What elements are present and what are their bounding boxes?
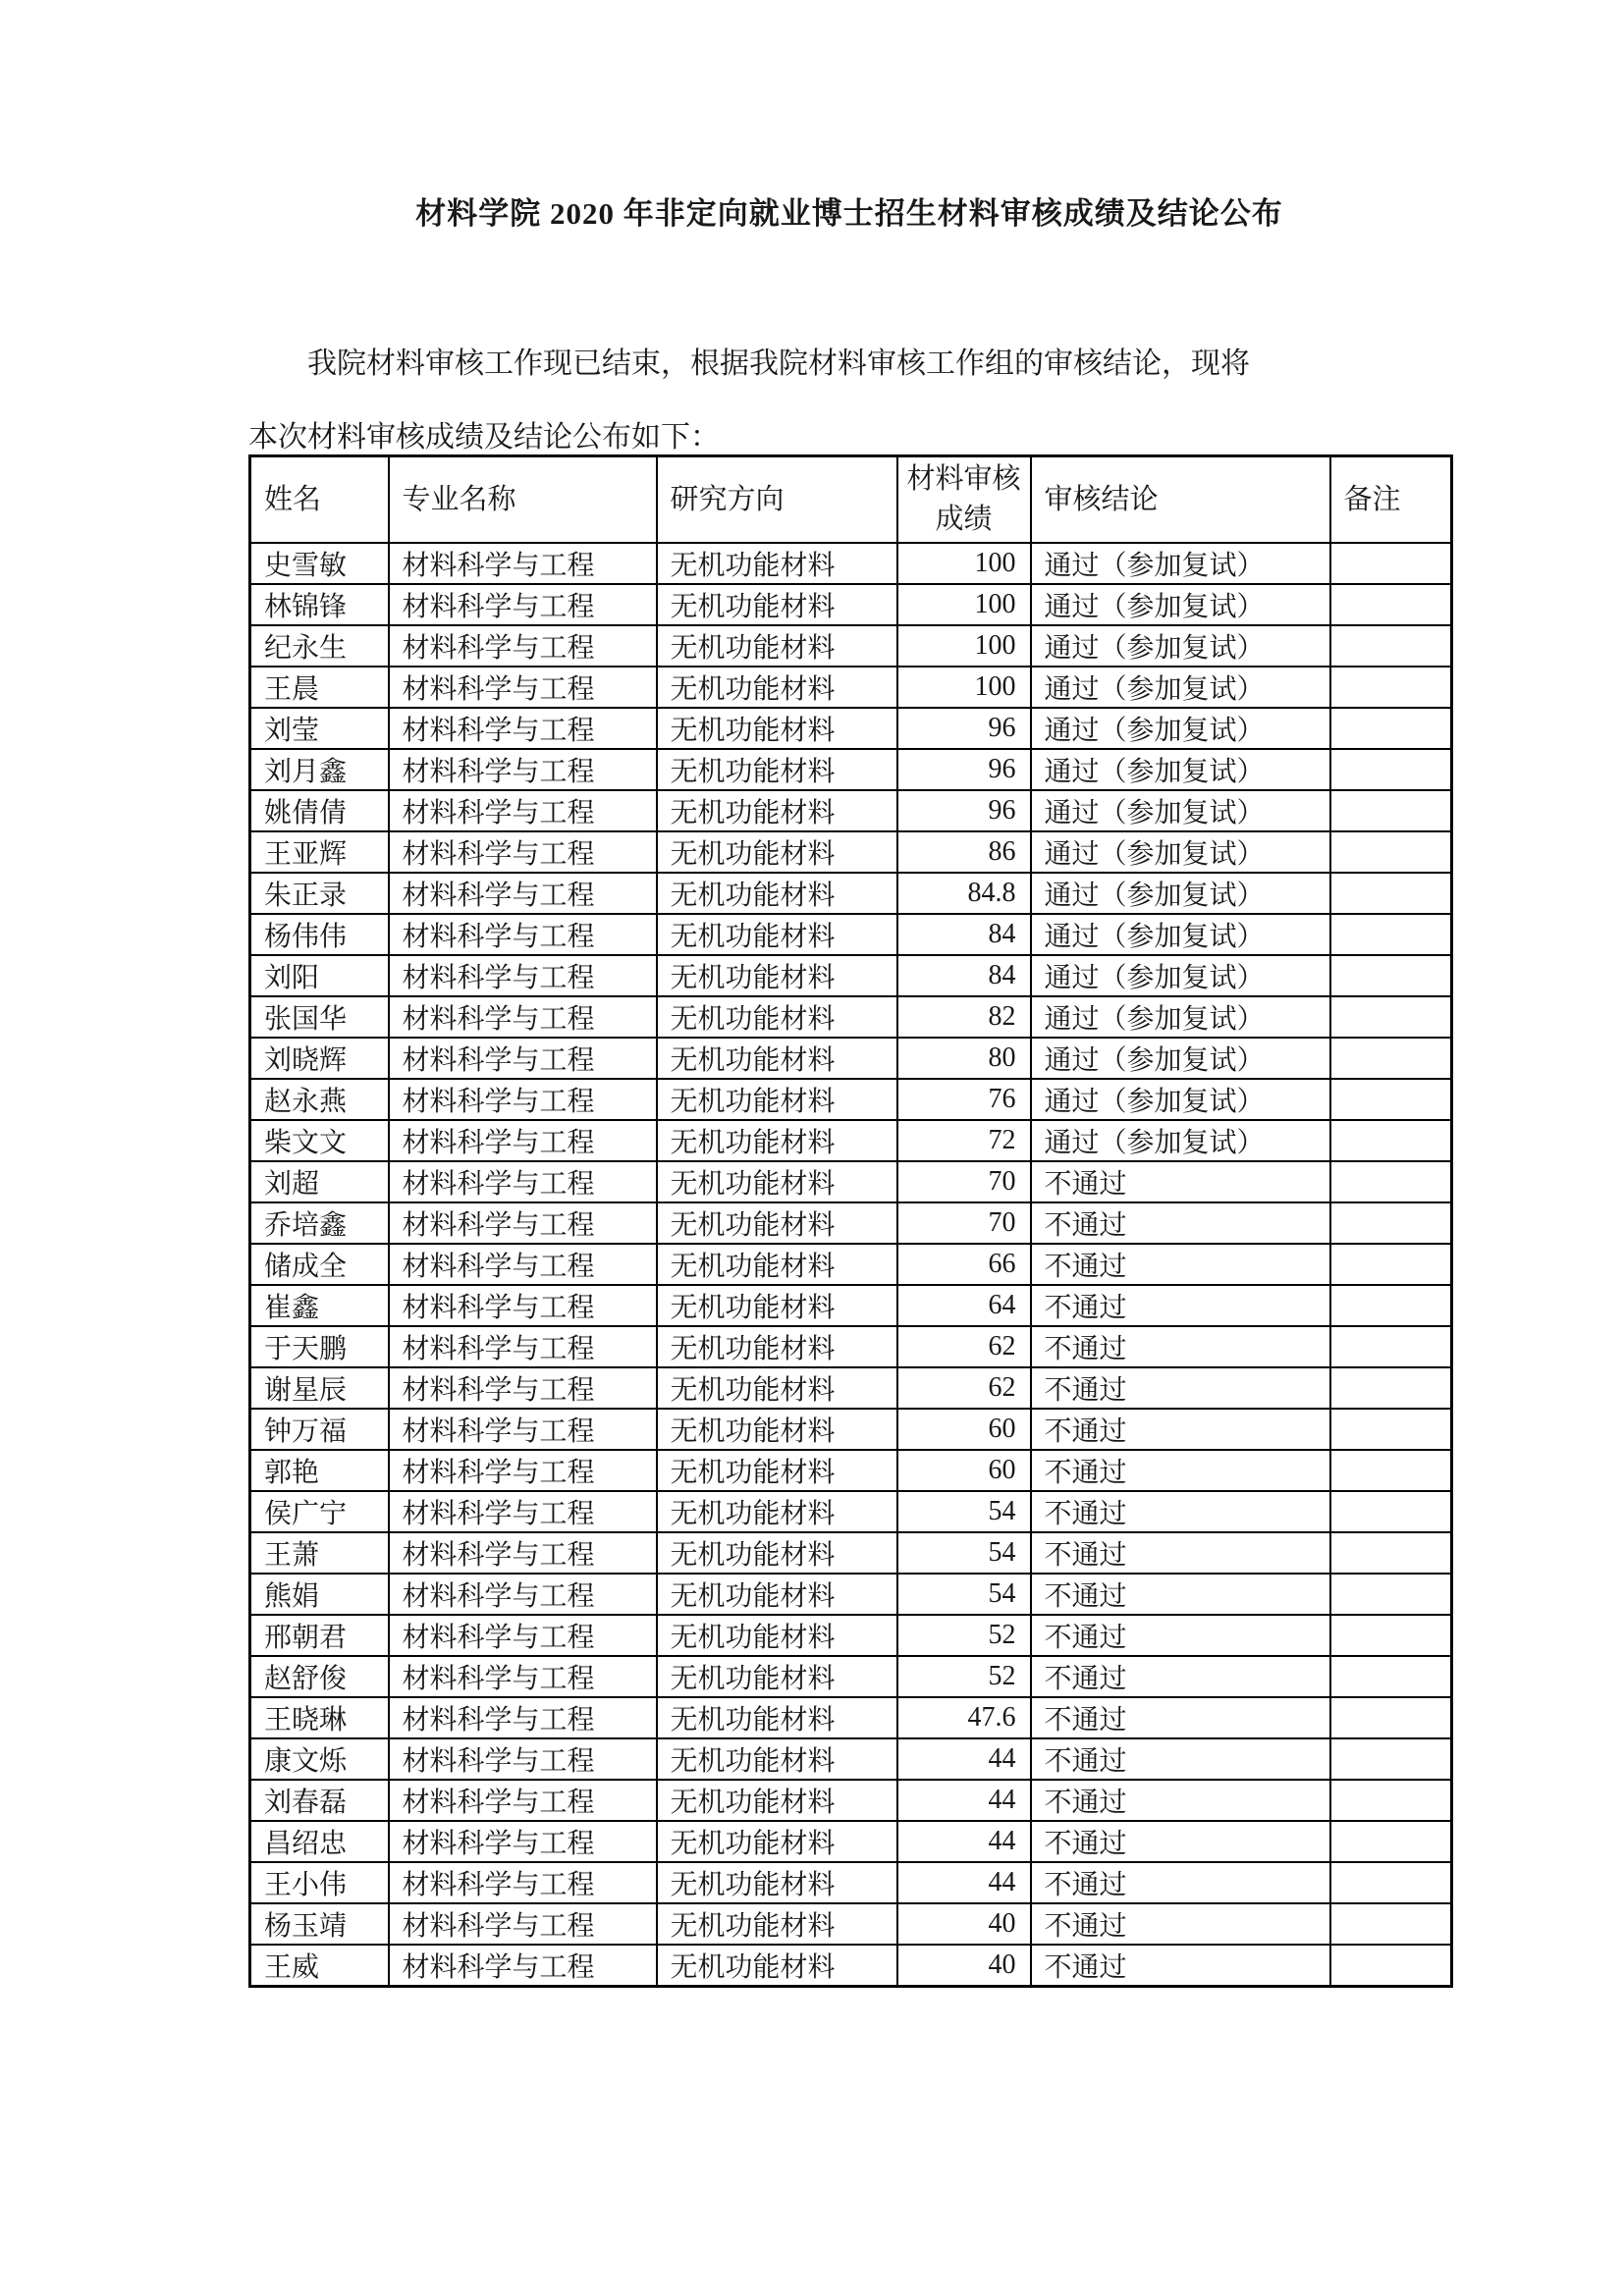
header-name: 姓名 [250,456,389,544]
cell-remark [1330,1574,1452,1615]
cell-score: 100 [897,625,1031,667]
cell-remark [1330,790,1452,831]
cell-direction: 无机功能材料 [657,1409,897,1450]
cell-conclusion: 不通过 [1031,1615,1330,1656]
cell-remark [1330,1202,1452,1244]
cell-remark [1330,667,1452,708]
cell-direction: 无机功能材料 [657,1202,897,1244]
cell-remark [1330,1326,1452,1367]
cell-name: 林锦锋 [250,584,389,625]
cell-direction: 无机功能材料 [657,584,897,625]
cell-direction: 无机功能材料 [657,1161,897,1202]
page-title: 材料学院 2020 年非定向就业博士招生材料审核成绩及结论公布 [415,196,1283,231]
cell-conclusion: 通过（参加复试） [1031,914,1330,955]
table-row [250,1574,1452,1615]
cell-conclusion: 不通过 [1031,1656,1330,1697]
cell-major: 材料科学与工程 [389,1945,657,1987]
cell-conclusion: 不通过 [1031,1161,1330,1202]
cell-direction: 无机功能材料 [657,667,897,708]
table-row [250,914,1452,955]
cell-score: 100 [897,584,1031,625]
cell-remark [1330,831,1452,873]
cell-major: 材料科学与工程 [389,1244,657,1285]
cell-conclusion: 不通过 [1031,1326,1330,1367]
cell-score: 44 [897,1738,1031,1780]
cell-direction: 无机功能材料 [657,914,897,955]
cell-direction: 无机功能材料 [657,1862,897,1903]
cell-name: 姚倩倩 [250,790,389,831]
cell-conclusion: 不通过 [1031,1903,1330,1945]
cell-score: 47.6 [897,1697,1031,1738]
cell-major: 材料科学与工程 [389,1821,657,1862]
cell-conclusion: 不通过 [1031,1450,1330,1491]
cell-direction: 无机功能材料 [657,790,897,831]
cell-name: 郭艳 [250,1450,389,1491]
header-row [250,456,1452,544]
cell-name: 于天鹏 [250,1326,389,1367]
cell-score: 44 [897,1862,1031,1903]
cell-major: 材料科学与工程 [389,1202,657,1244]
cell-conclusion: 不通过 [1031,1862,1330,1903]
cell-direction: 无机功能材料 [657,955,897,996]
cell-major: 材料科学与工程 [389,1161,657,1202]
cell-direction: 无机功能材料 [657,1285,897,1326]
table-row [250,1738,1452,1780]
cell-direction: 无机功能材料 [657,1738,897,1780]
cell-conclusion: 通过（参加复试） [1031,1079,1330,1120]
cell-remark [1330,1161,1452,1202]
cell-name: 张国华 [250,996,389,1038]
cell-score: 62 [897,1326,1031,1367]
cell-major: 材料科学与工程 [389,790,657,831]
cell-direction: 无机功能材料 [657,1697,897,1738]
table-row [250,1780,1452,1821]
cell-conclusion: 不通过 [1031,1821,1330,1862]
table-row [250,749,1452,790]
cell-remark [1330,1532,1452,1574]
cell-conclusion: 通过（参加复试） [1031,996,1330,1038]
cell-name: 刘月鑫 [250,749,389,790]
table-row [250,1656,1452,1697]
cell-direction: 无机功能材料 [657,1244,897,1285]
cell-major: 材料科学与工程 [389,1615,657,1656]
cell-conclusion: 通过（参加复试） [1031,831,1330,873]
cell-remark [1330,1120,1452,1161]
cell-name: 史雪敏 [250,543,389,584]
cell-score: 54 [897,1491,1031,1532]
cell-remark [1330,996,1452,1038]
cell-score: 44 [897,1821,1031,1862]
cell-major: 材料科学与工程 [389,1574,657,1615]
cell-remark [1330,1821,1452,1862]
cell-conclusion: 通过（参加复试） [1031,1038,1330,1079]
cell-remark [1330,584,1452,625]
cell-direction: 无机功能材料 [657,1120,897,1161]
cell-major: 材料科学与工程 [389,1326,657,1367]
cell-direction: 无机功能材料 [657,543,897,584]
cell-direction: 无机功能材料 [657,1574,897,1615]
cell-major: 材料科学与工程 [389,1780,657,1821]
cell-remark [1330,708,1452,749]
cell-score: 76 [897,1079,1031,1120]
cell-direction: 无机功能材料 [657,708,897,749]
cell-score: 100 [897,667,1031,708]
cell-conclusion: 不通过 [1031,1574,1330,1615]
cell-conclusion: 通过（参加复试） [1031,667,1330,708]
table-row [250,1450,1452,1491]
cell-remark [1330,1945,1452,1987]
table-row [250,1821,1452,1862]
table-row [250,873,1452,914]
cell-name: 纪永生 [250,625,389,667]
intro-line-2: 本次材料审核成绩及结论公布如下： [248,421,720,454]
cell-name: 谢星辰 [250,1367,389,1409]
cell-score: 54 [897,1574,1031,1615]
cell-name: 钟万福 [250,1409,389,1450]
cell-score: 60 [897,1409,1031,1450]
table-row [250,1079,1452,1120]
intro-line-1: 我院材料审核工作现已结束，根据我院材料审核工作组的审核结论，现将 [307,347,1250,380]
cell-direction: 无机功能材料 [657,1945,897,1987]
cell-major: 材料科学与工程 [389,831,657,873]
cell-major: 材料科学与工程 [389,1409,657,1450]
cell-score: 86 [897,831,1031,873]
cell-remark [1330,1367,1452,1409]
table-row [250,1038,1452,1079]
cell-direction: 无机功能材料 [657,749,897,790]
cell-conclusion: 不通过 [1031,1244,1330,1285]
cell-major: 材料科学与工程 [389,1862,657,1903]
cell-major: 材料科学与工程 [389,914,657,955]
cell-name: 朱正录 [250,873,389,914]
cell-conclusion: 不通过 [1031,1945,1330,1987]
cell-conclusion: 通过（参加复试） [1031,708,1330,749]
cell-major: 材料科学与工程 [389,1367,657,1409]
table-row [250,1697,1452,1738]
table-row [250,543,1452,584]
cell-remark [1330,1491,1452,1532]
cell-direction: 无机功能材料 [657,1326,897,1367]
cell-major: 材料科学与工程 [389,708,657,749]
header-direction: 研究方向 [657,456,897,544]
table-row [250,1202,1452,1244]
cell-name: 王晓琳 [250,1697,389,1738]
table-row [250,1615,1452,1656]
cell-name: 邢朝君 [250,1615,389,1656]
cell-remark [1330,1862,1452,1903]
cell-score: 44 [897,1780,1031,1821]
cell-remark [1330,955,1452,996]
results-table-body [250,543,1452,1987]
table-row [250,1326,1452,1367]
cell-score: 52 [897,1615,1031,1656]
cell-score: 60 [897,1450,1031,1491]
intro-paragraph [248,327,1458,474]
cell-remark [1330,914,1452,955]
cell-remark [1330,1244,1452,1285]
cell-remark [1330,1780,1452,1821]
cell-remark [1330,1903,1452,1945]
cell-direction: 无机功能材料 [657,1450,897,1491]
cell-major: 材料科学与工程 [389,1491,657,1532]
header-conclusion: 审核结论 [1031,456,1330,544]
cell-score: 40 [897,1903,1031,1945]
cell-name: 柴文文 [250,1120,389,1161]
cell-major: 材料科学与工程 [389,955,657,996]
cell-conclusion: 通过（参加复试） [1031,625,1330,667]
cell-major: 材料科学与工程 [389,1120,657,1161]
cell-remark [1330,1450,1452,1491]
cell-remark [1330,873,1452,914]
cell-direction: 无机功能材料 [657,831,897,873]
cell-direction: 无机功能材料 [657,625,897,667]
cell-name: 储成全 [250,1244,389,1285]
table-row [250,955,1452,996]
table-row [250,831,1452,873]
cell-major: 材料科学与工程 [389,1738,657,1780]
header-score: 材料审核成绩 [897,456,1031,544]
cell-direction: 无机功能材料 [657,1038,897,1079]
cell-direction: 无机功能材料 [657,1780,897,1821]
cell-score: 96 [897,790,1031,831]
cell-major: 材料科学与工程 [389,543,657,584]
cell-score: 100 [897,543,1031,584]
table-row [250,1367,1452,1409]
cell-name: 杨玉靖 [250,1903,389,1945]
cell-score: 84 [897,914,1031,955]
table-row [250,1161,1452,1202]
cell-conclusion: 不通过 [1031,1367,1330,1409]
cell-remark [1330,1038,1452,1079]
cell-name: 刘春磊 [250,1780,389,1821]
cell-name: 王晨 [250,667,389,708]
cell-remark [1330,749,1452,790]
cell-direction: 无机功能材料 [657,1079,897,1120]
cell-conclusion: 不通过 [1031,1532,1330,1574]
cell-major: 材料科学与工程 [389,625,657,667]
table-row [250,708,1452,749]
cell-direction: 无机功能材料 [657,1656,897,1697]
cell-direction: 无机功能材料 [657,1491,897,1532]
cell-name: 刘晓辉 [250,1038,389,1079]
table-row [250,1945,1452,1987]
cell-remark [1330,1285,1452,1326]
cell-major: 材料科学与工程 [389,1079,657,1120]
cell-conclusion: 不通过 [1031,1202,1330,1244]
header-major: 专业名称 [389,456,657,544]
cell-score: 70 [897,1161,1031,1202]
cell-direction: 无机功能材料 [657,1903,897,1945]
cell-direction: 无机功能材料 [657,996,897,1038]
cell-score: 70 [897,1202,1031,1244]
cell-name: 刘莹 [250,708,389,749]
table-row [250,1409,1452,1450]
cell-conclusion: 不通过 [1031,1285,1330,1326]
cell-major: 材料科学与工程 [389,667,657,708]
cell-remark [1330,1656,1452,1697]
cell-name: 乔培鑫 [250,1202,389,1244]
cell-conclusion: 通过（参加复试） [1031,955,1330,996]
header-remark: 备注 [1330,456,1452,544]
cell-name: 熊娟 [250,1574,389,1615]
table-row [250,1120,1452,1161]
table-row [250,1903,1452,1945]
cell-conclusion: 通过（参加复试） [1031,584,1330,625]
cell-score: 40 [897,1945,1031,1987]
cell-major: 材料科学与工程 [389,1903,657,1945]
cell-name: 赵舒俊 [250,1656,389,1697]
cell-remark [1330,625,1452,667]
cell-conclusion: 通过（参加复试） [1031,1120,1330,1161]
cell-major: 材料科学与工程 [389,1656,657,1697]
cell-direction: 无机功能材料 [657,1367,897,1409]
results-table [248,454,1453,1988]
cell-major: 材料科学与工程 [389,1532,657,1574]
cell-score: 96 [897,708,1031,749]
cell-name: 王亚辉 [250,831,389,873]
cell-conclusion: 不通过 [1031,1491,1330,1532]
cell-conclusion: 通过（参加复试） [1031,749,1330,790]
cell-major: 材料科学与工程 [389,1285,657,1326]
cell-name: 刘超 [250,1161,389,1202]
cell-remark [1330,543,1452,584]
table-row [250,1862,1452,1903]
cell-remark [1330,1409,1452,1450]
cell-score: 84.8 [897,873,1031,914]
cell-score: 64 [897,1285,1031,1326]
cell-score: 84 [897,955,1031,996]
table-row [250,667,1452,708]
cell-name: 王威 [250,1945,389,1987]
table-row [250,1244,1452,1285]
cell-major: 材料科学与工程 [389,996,657,1038]
cell-remark [1330,1738,1452,1780]
cell-major: 材料科学与工程 [389,873,657,914]
cell-score: 52 [897,1656,1031,1697]
cell-score: 96 [897,749,1031,790]
cell-conclusion: 不通过 [1031,1697,1330,1738]
table-row [250,584,1452,625]
cell-name: 赵永燕 [250,1079,389,1120]
cell-name: 刘阳 [250,955,389,996]
cell-major: 材料科学与工程 [389,1697,657,1738]
cell-name: 王萧 [250,1532,389,1574]
cell-name: 康文烁 [250,1738,389,1780]
cell-major: 材料科学与工程 [389,1038,657,1079]
cell-direction: 无机功能材料 [657,1821,897,1862]
cell-direction: 无机功能材料 [657,1615,897,1656]
cell-conclusion: 通过（参加复试） [1031,543,1330,584]
cell-score: 82 [897,996,1031,1038]
cell-conclusion: 不通过 [1031,1738,1330,1780]
cell-score: 80 [897,1038,1031,1079]
table-row [250,790,1452,831]
cell-name: 崔鑫 [250,1285,389,1326]
cell-major: 材料科学与工程 [389,749,657,790]
cell-direction: 无机功能材料 [657,1532,897,1574]
cell-conclusion: 通过（参加复试） [1031,873,1330,914]
table-row [250,625,1452,667]
cell-remark [1330,1615,1452,1656]
cell-score: 66 [897,1244,1031,1285]
cell-conclusion: 通过（参加复试） [1031,790,1330,831]
cell-conclusion: 不通过 [1031,1780,1330,1821]
cell-score: 72 [897,1120,1031,1161]
results-table-header [250,456,1452,544]
table-row [250,1491,1452,1532]
cell-score: 54 [897,1532,1031,1574]
cell-name: 昌绍忠 [250,1821,389,1862]
cell-name: 侯广宁 [250,1491,389,1532]
table-row [250,996,1452,1038]
cell-score: 62 [897,1367,1031,1409]
cell-remark [1330,1079,1452,1120]
table-row [250,1532,1452,1574]
cell-name: 杨伟伟 [250,914,389,955]
cell-major: 材料科学与工程 [389,584,657,625]
table-row [250,1285,1452,1326]
cell-conclusion: 不通过 [1031,1409,1330,1450]
cell-major: 材料科学与工程 [389,1450,657,1491]
cell-direction: 无机功能材料 [657,873,897,914]
cell-name: 王小伟 [250,1862,389,1903]
cell-remark [1330,1697,1452,1738]
